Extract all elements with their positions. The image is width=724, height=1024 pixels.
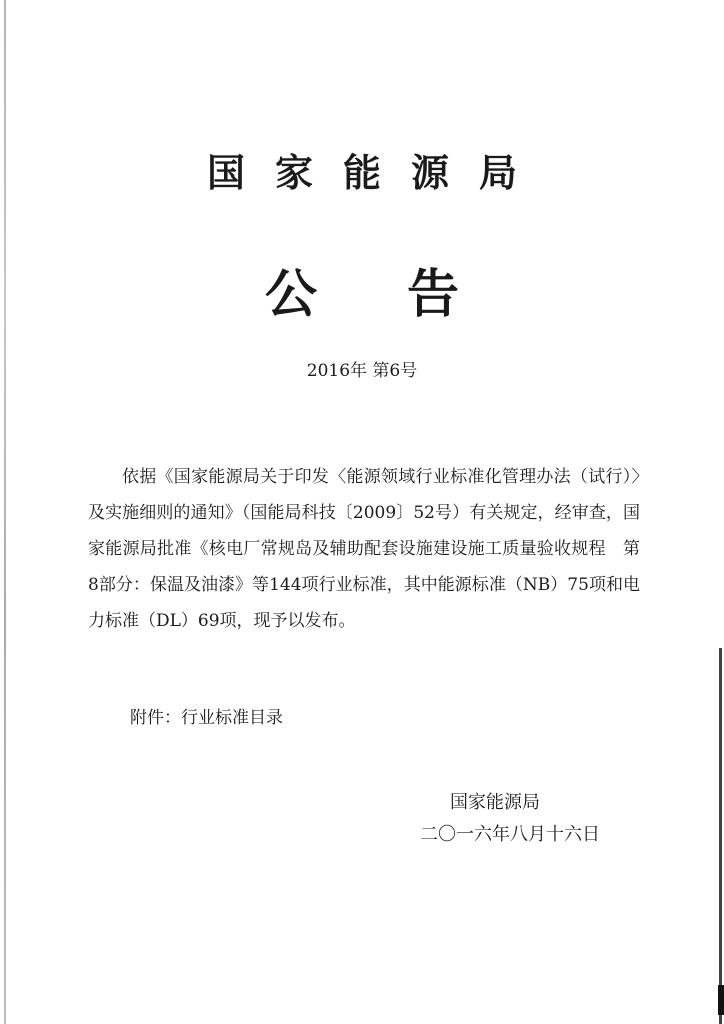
scan-edge-right (719, 648, 722, 1024)
document-number: 2016年 第6号 (306, 361, 418, 381)
agency-title: 国家能源局 (206, 150, 547, 195)
signature-agency: 国家能源局 (450, 792, 540, 813)
document-type-title: 公告 (264, 264, 549, 325)
scan-edge-right-bottom (718, 985, 724, 1015)
attachment-line: 附件：行业标准目录 (130, 708, 283, 728)
signature-date: 二〇一六年八月十六日 (420, 824, 600, 845)
announcement-paragraph: 依据《国家能源局关于印发〈能源领域行业标准化管理办法（试行）〉及实施细则的通知》（国能局科技〔2009〕52号）有关规定，经审查，国家能源局批准《核电厂常规岛及辅助配套设施建设施工质量验收规程 第8部分：保温及油漆》等144项行业标准，其中能源标准（NB）75项和电力标准（DL）69项，现予以发布。 (88, 467, 640, 631)
